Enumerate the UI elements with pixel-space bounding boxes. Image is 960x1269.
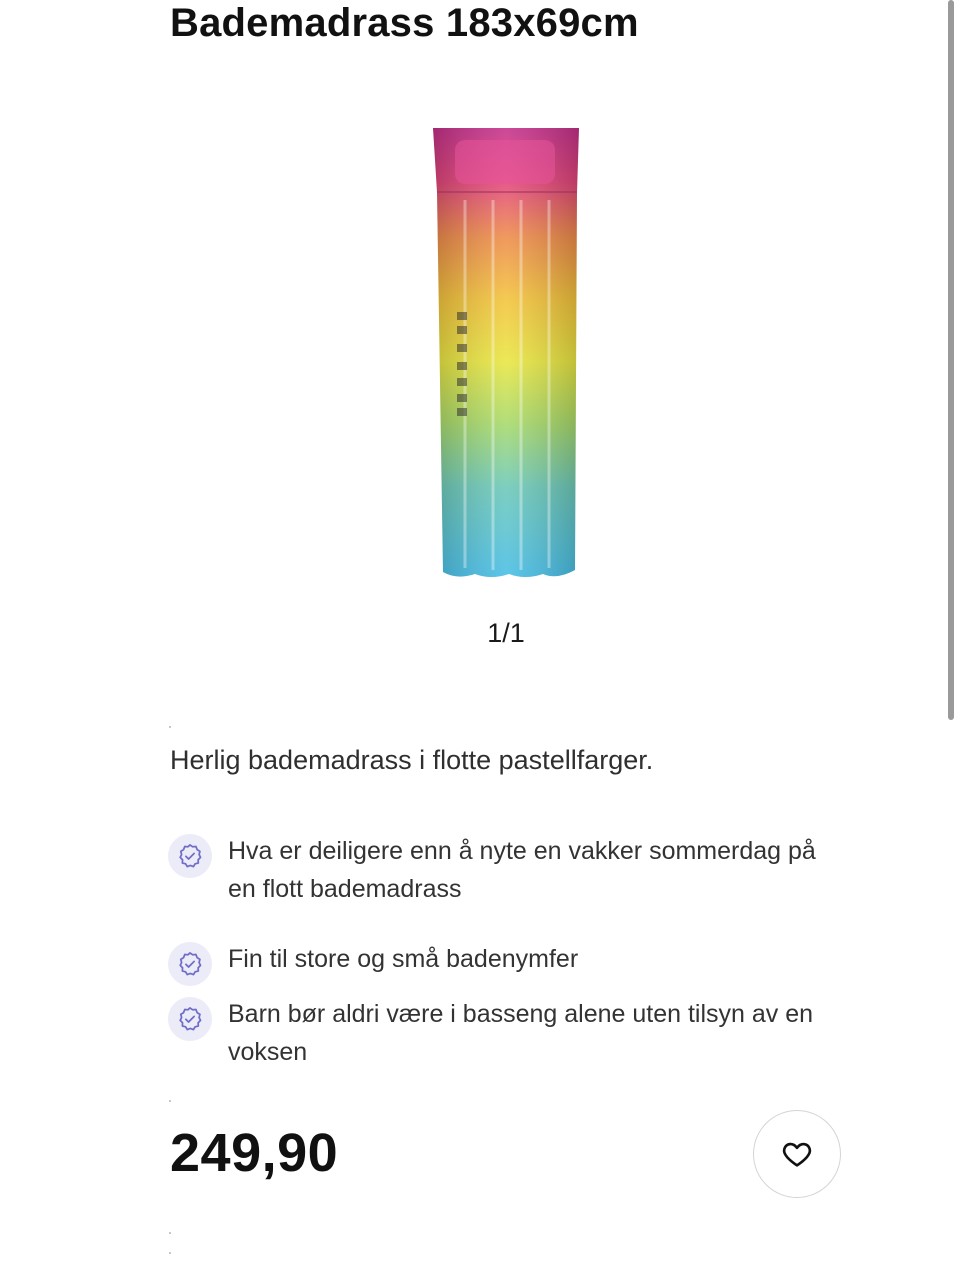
feature-text: Barn bør aldri være i basseng alene uten tilsyn av en voksen [228,1000,814,1066]
divider-dot [169,726,171,728]
feature-item [168,832,848,940]
feature-text: Fin til store og små badenymfer [228,945,579,973]
divider-dot [169,1100,171,1102]
product-image[interactable] [425,122,585,584]
product-description: Herlig bademadrass i flotte pastellfarger. [170,745,654,775]
heart-icon [781,1138,813,1170]
feature-item [168,995,848,1071]
scrollbar[interactable] [948,0,954,720]
divider-dot [169,1232,171,1234]
feature-text: Hva er deiligere enn å nyte en vakker sommerdag på en flott bademadrass [228,837,816,903]
check-badge-icon [168,942,212,986]
mattress-pillow [455,140,555,184]
favorite-button[interactable] [753,1110,841,1198]
image-pager: 1/1 [487,618,525,648]
divider-dot [169,1252,171,1254]
product-title: Bademadrass 183x69cm [170,1,639,45]
product-price: 249,90 [170,1123,339,1183]
warning-labels [457,312,467,416]
feature-item [168,940,848,995]
check-badge-icon [168,834,212,878]
mattress-shading [433,128,579,577]
check-badge-icon [168,997,212,1041]
feature-list [168,832,848,1071]
